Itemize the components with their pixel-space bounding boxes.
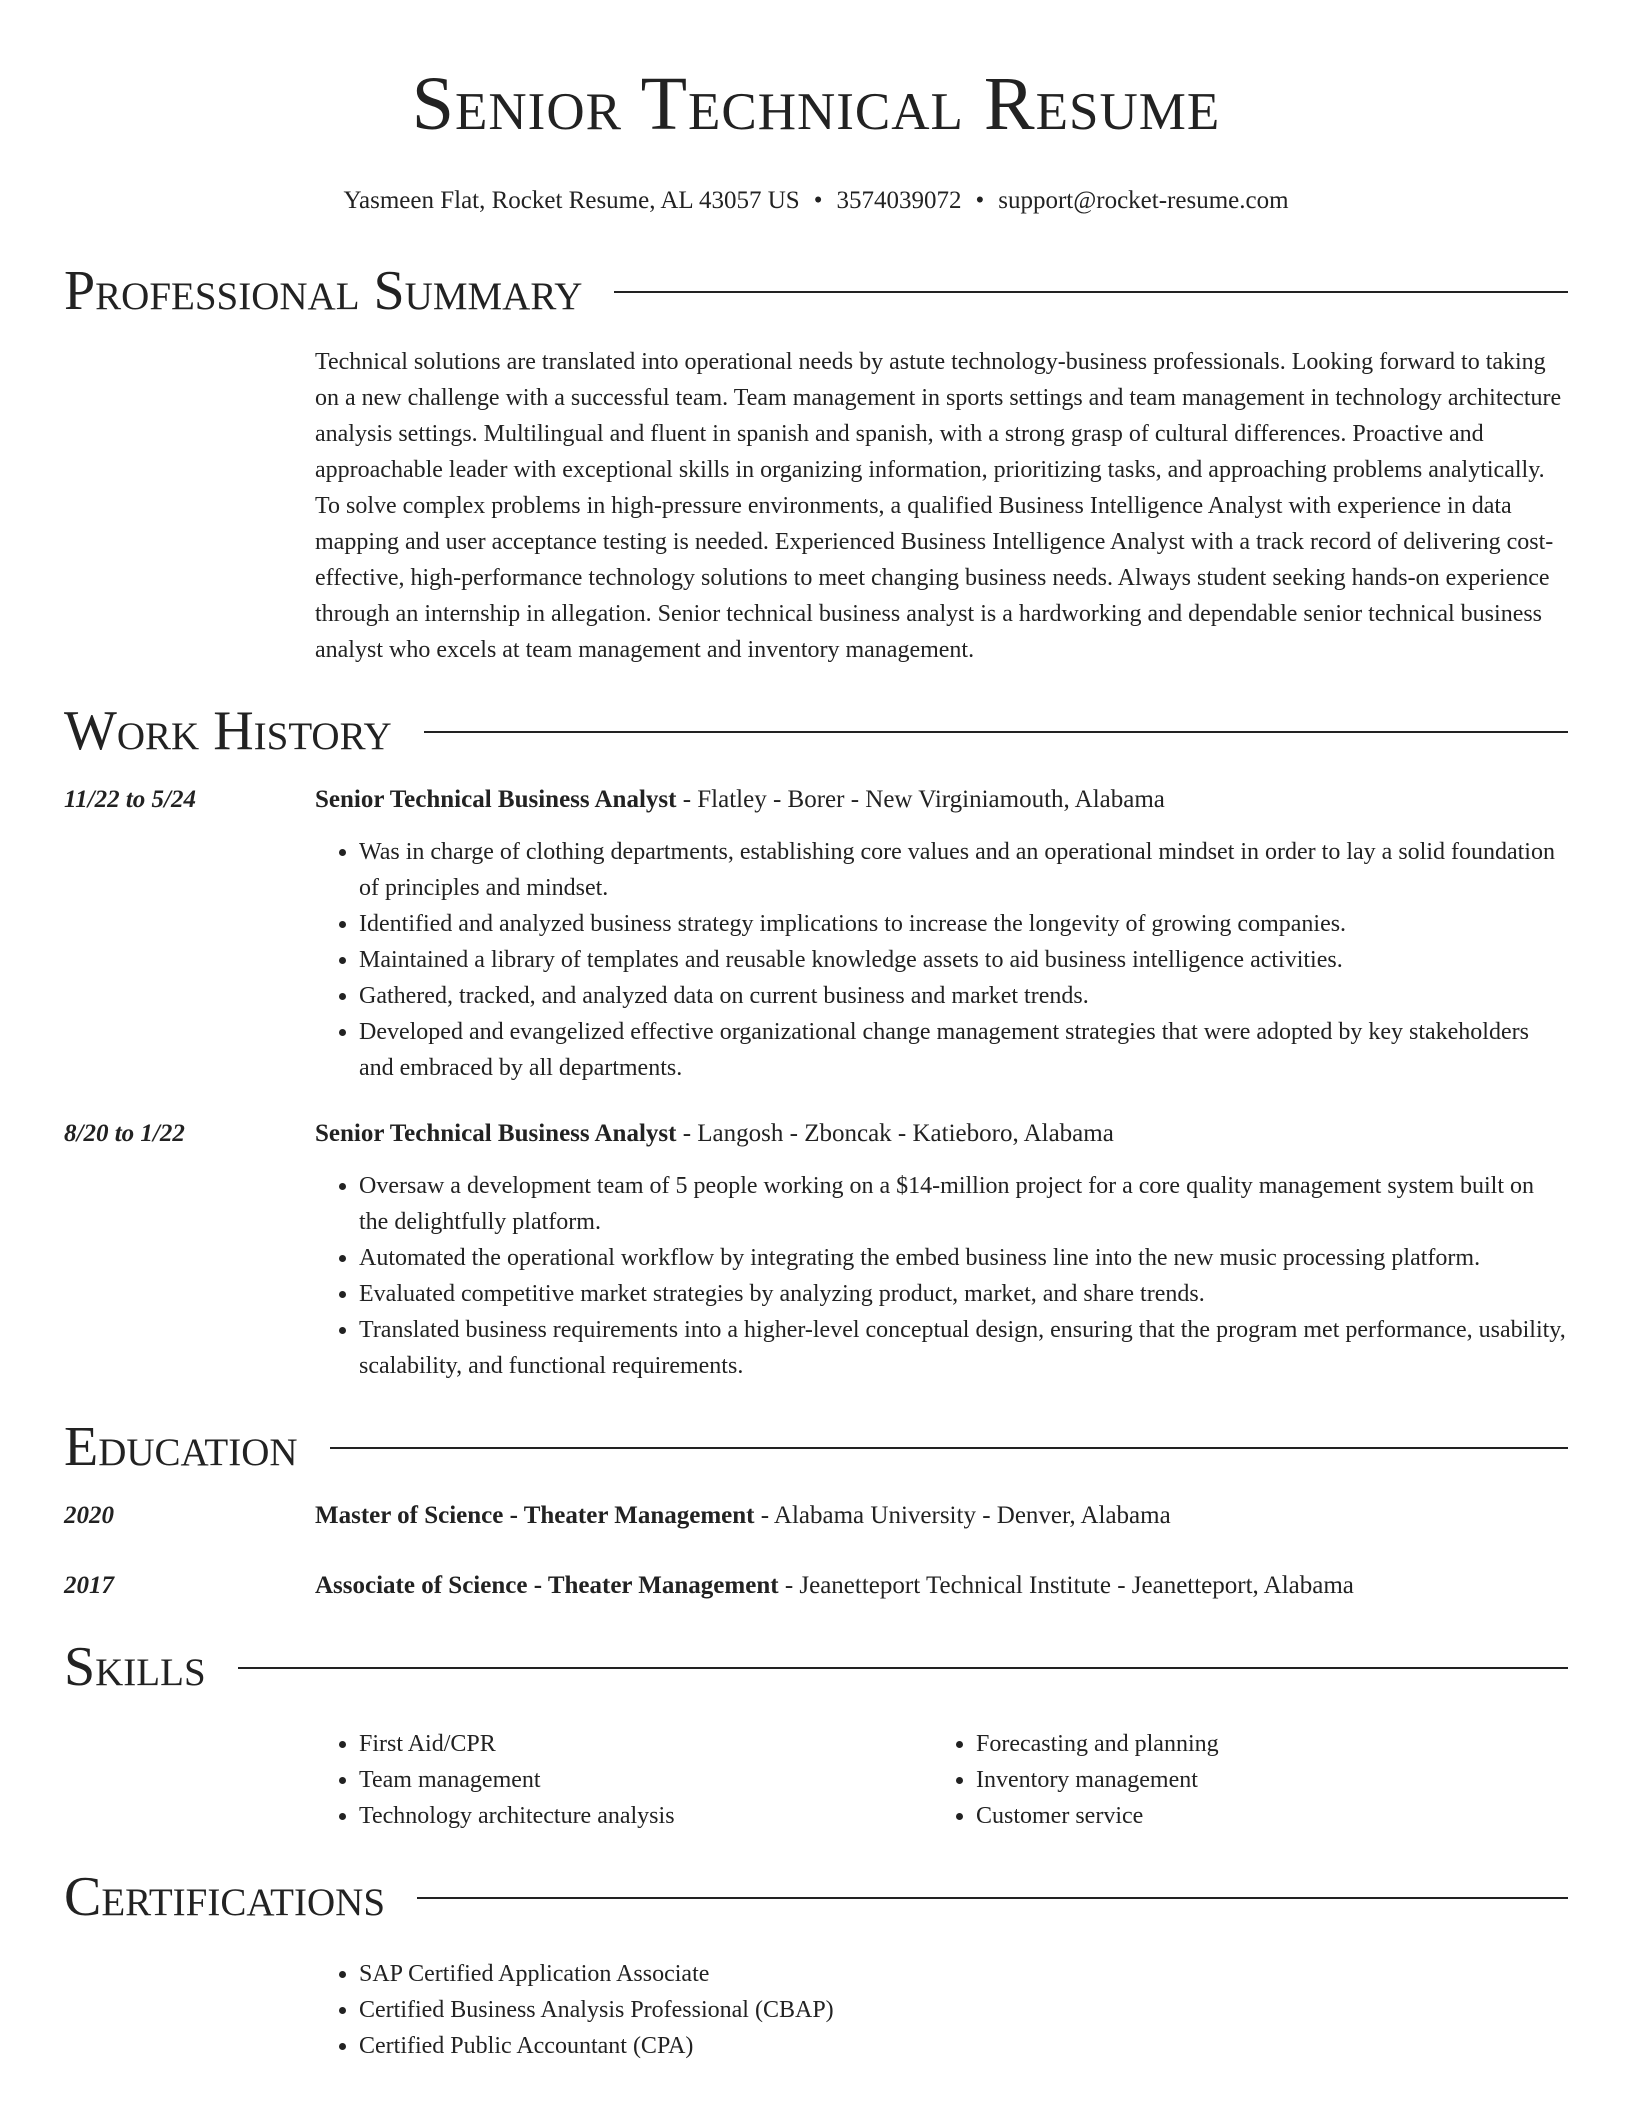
list-item: • Evaluated competitive market strategies by analyzing product, market, and share trends. [359,1276,1568,1312]
job-details: - Flatley - Borer - New Virginiamouth, Alabama [676,786,1165,813]
section-header-certifications [64,1864,1568,1930]
section-title: Skills [64,1636,206,1698]
section-title: Certifications [64,1866,386,1928]
education-details: - Jeanetteport Technical Institute - Jeanetteport, Alabama [778,1572,1354,1599]
skill-item: • Customer service [976,1798,1549,1834]
skill-item: • Technology architecture analysis [359,1798,932,1834]
certification-item: • Certified Business Analysis Professional (CBAP) [359,1992,834,2028]
job-entry [64,782,1568,1086]
list-item: • Translated business requirements into a higher-level conceptual design, ensuring that the program met performance, usability, scalability, and functional requirements. [359,1312,1568,1384]
contact-separator: • [975,187,985,214]
list-item: • Automated the operational workflow by integrating the embed business line into the new music processing platform. [359,1240,1568,1276]
summary-text: Technical solutions are translated into operational needs by astute technology-business professionals. Looking forward to taking on a new challenge with a successful team. Team management in sports settings and team management in technology architecture analysis settings. Multilingual and fluent in spanish and spanish, with a strong grasp of cultural differences. Proactive and approachable leader with exceptional skills in organizing information, prioritizing tasks, and approaching problems analytically. To solve complex problems in high-pressure environments, a qualified Business Intelligence Analyst with experience in data mapping and user acceptance testing is needed. Experienced Business Intelligence Analyst with a track record of delivering cost-effective, high-performance technology solutions to meet changing business needs. Always student seeking hands-on experience through an internship in allegation. Senior technical business analyst is a hardworking and dependable senior technical business analyst who excels at team management and inventory management. [315,349,1562,663]
left-column-spacer [64,1956,315,2064]
section-header-skills [64,1634,1568,1700]
education-details: - Alabama University - Denver, Alabama [754,1502,1171,1529]
left-column-spacer [64,344,315,668]
job-entry [64,1116,1568,1384]
list-item: • Developed and evangelized effective organizational change management strategies that were adopted by key stakeholders and embraced by all departments. [359,1014,1568,1086]
job-heading [315,782,1568,818]
section-header-work [64,698,1568,764]
list-item: • Was in charge of clothing departments, establishing core values and an operational mindset in order to lay a solid foundation of principles and mindset. [359,834,1568,906]
page-title: Senior Technical Resume [411,62,1221,146]
certifications-block [64,1956,1568,2064]
education-degree: Master of Science - Theater Management [315,1502,755,1529]
section-divider [424,731,1568,733]
education-year: 2020 [64,1502,114,1529]
contact-separator: • [813,187,823,214]
contact-address: Yasmeen Flat, Rocket Resume, AL 43057 US [343,187,800,214]
contact-phone: 3574039072 [836,187,962,214]
section-title: Professional Summary [64,260,583,322]
job-bullets [315,1168,1568,1384]
section-header-summary [64,258,1568,324]
skill-item: • First Aid/CPR [359,1726,932,1762]
education-year: 2017 [64,1572,114,1599]
skills-block [64,1726,1568,1834]
job-heading [315,1116,1568,1152]
certification-item: • SAP Certified Application Associate [359,1956,834,1992]
education-entry [64,1568,1568,1604]
skills-list-left [315,1726,932,1834]
section-divider [330,1447,1568,1449]
job-details: - Langosh - Zboncak - Katieboro, Alabama [676,1120,1114,1147]
skill-item: • Forecasting and planning [976,1726,1549,1762]
section-divider [238,1667,1568,1669]
certifications-list [315,1956,834,2064]
education-degree: Associate of Science - Theater Management [315,1572,779,1599]
list-item: • Identified and analyzed business strategy implications to increase the longevity of growing companies. [359,906,1568,942]
resume-page [64,0,1568,2064]
skill-item: • Inventory management [976,1762,1549,1798]
left-column-spacer [64,1726,315,1834]
contact-email: support@rocket-resume.com [998,187,1289,214]
job-title: Senior Technical Business Analyst [315,786,677,813]
job-dates: 8/20 to 1/22 [64,1120,185,1147]
section-header-education [64,1414,1568,1480]
list-item: • Oversaw a development team of 5 people working on a $14-million project for a core quality management system built on the delightfully platform. [359,1168,1568,1240]
section-divider [614,291,1568,293]
list-item: • Gathered, tracked, and analyzed data on current business and market trends. [359,978,1568,1014]
job-bullets [315,834,1568,1086]
education-entry [64,1498,1568,1534]
contact-line [64,184,1568,218]
skill-item: • Team management [359,1762,932,1798]
list-item: • Maintained a library of templates and reusable knowledge assets to aid business intelligence activities. [359,942,1568,978]
certification-item: • Certified Public Accountant (CPA) [359,2028,834,2064]
job-dates: 11/22 to 5/24 [64,786,196,813]
job-title: Senior Technical Business Analyst [315,1120,677,1147]
skills-list-right [932,1726,1549,1834]
summary-block [64,344,1568,668]
section-divider [417,1897,1568,1899]
section-title: Work History [64,700,392,762]
section-title: Education [64,1416,298,1478]
